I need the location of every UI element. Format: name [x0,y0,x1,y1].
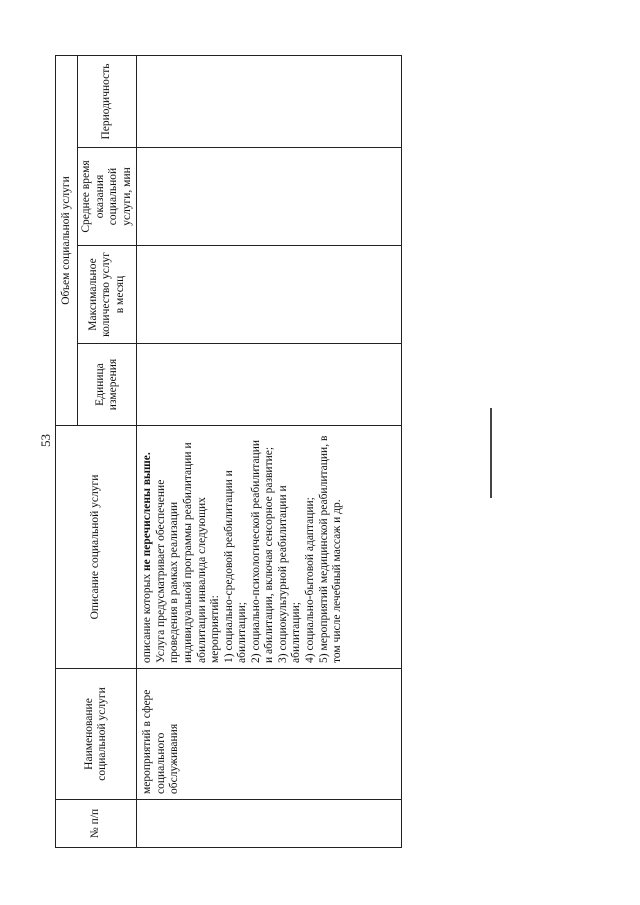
desc-intro-bold: не перечислены выше. [141,452,154,571]
page-number: 53 [38,434,53,447]
cell-avg-time [137,148,402,246]
header-name: Наименование социальной услуги [56,669,137,800]
table-row [137,55,402,847]
desc-item: 1) социально-средовой реабилитации и абилитации; [222,470,249,663]
desc-item: 4) социально-бытовой адаптации; [304,497,316,663]
header-periodicity: Периодичность [78,55,137,147]
header-row-1 [56,55,78,847]
header-avg-time: Среднее время оказания социальной услуги, мин [78,148,137,246]
desc-intro-plain: описание которых [141,570,154,663]
header-max-count: Максимальное количество услуг в месяц [78,246,137,344]
cell-name: мероприятий в сфере социального обслуживания [137,669,402,800]
desc-intro [141,431,155,663]
cell-num [137,800,402,848]
cell-max-count [137,246,402,344]
margin-rule [490,408,492,498]
cell-description [137,426,402,669]
desc-item: 2) социально-психологической реабилитации и абилитации, включая сенсорное развитие; [249,439,276,663]
social-services-table [55,55,402,848]
header-description: Описание социальной услуги [56,426,137,669]
header-volume-group: Объем социальной услуги [56,55,78,425]
desc-item: 5) мероприятий медицинской реабилитации, в том числе лечебный массаж и др. [317,435,344,663]
header-num: № п/п [56,800,137,848]
desc-item: 3) социокультурной реабилитации и абилитации; [276,485,303,663]
rotated-table-wrapper [55,56,402,848]
cell-periodicity [137,55,402,147]
desc-main: Услуга предусматривает обеспечение проведения в рамках реализации индивидуальной программы реабилитации и абилитации инвалида следующих мероприятий: [154,442,222,663]
header-unit: Единица измерения [78,344,137,426]
cell-unit [137,344,402,426]
